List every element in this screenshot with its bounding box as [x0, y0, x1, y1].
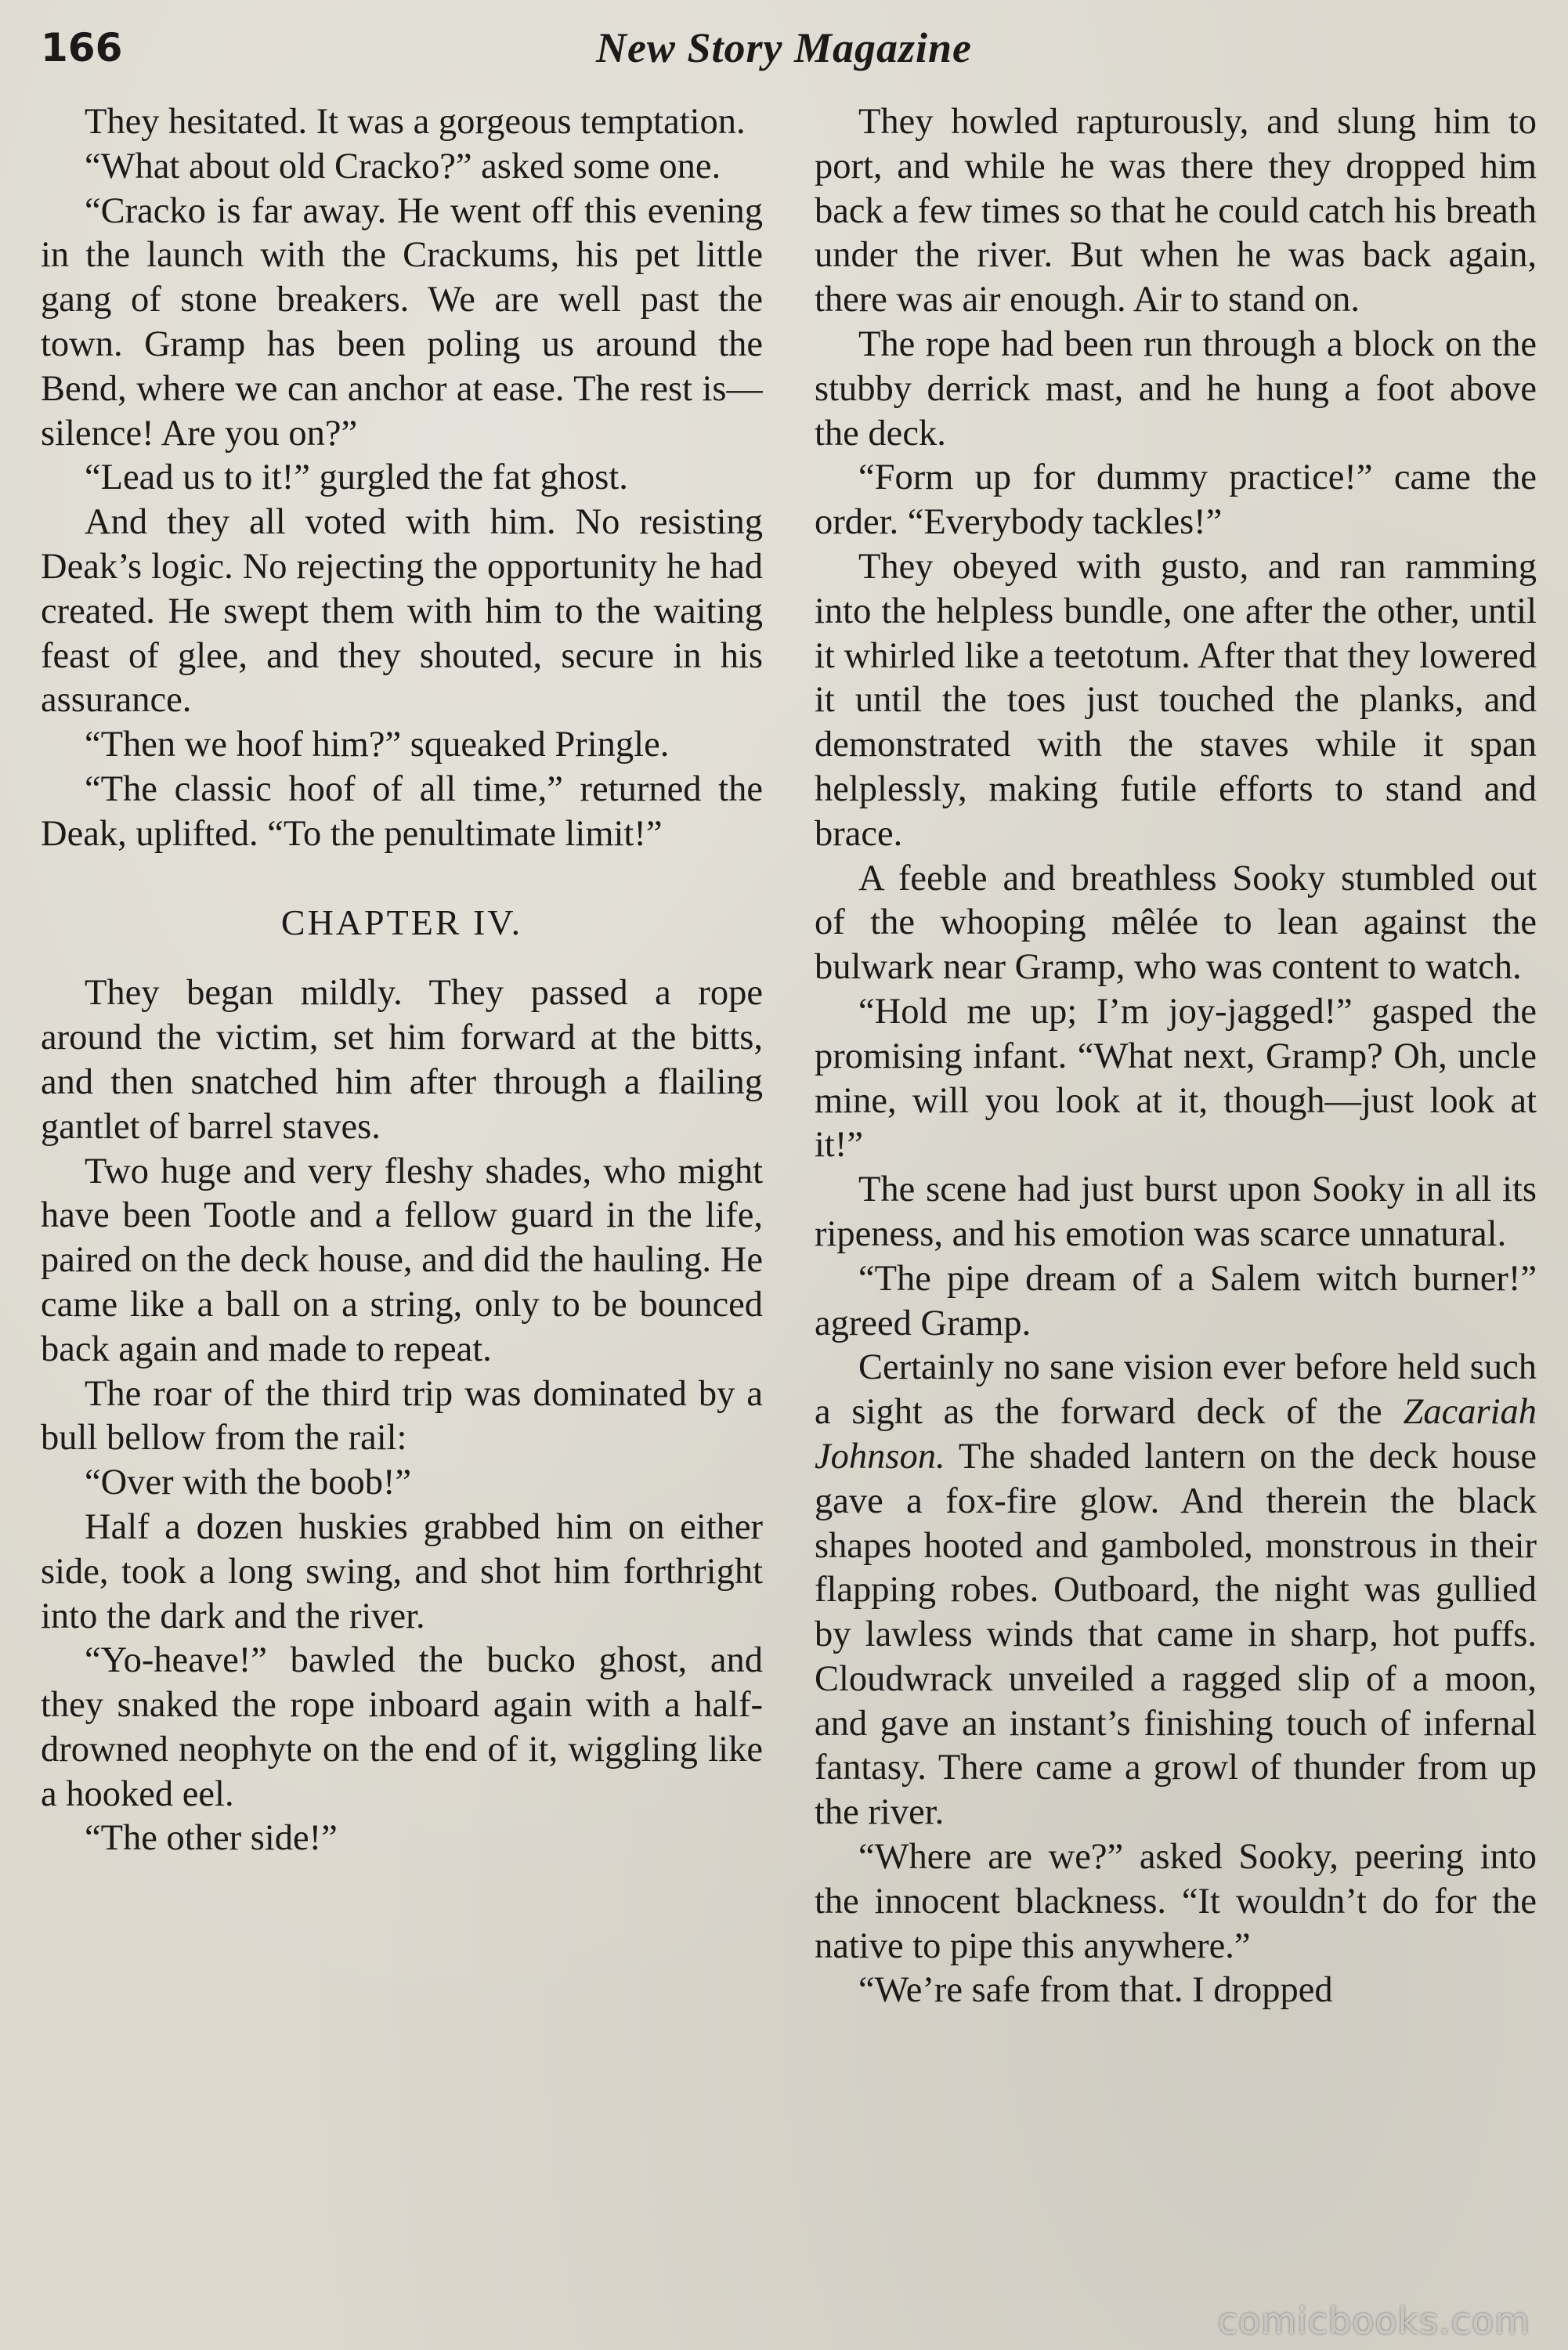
- paragraph: They obeyed with gusto, and ran ramming into the helpless bundle, one after the other, until it whirled like a teetotum. After that they lowered it until the toes just touched the planks, and demonstrated with the staves while it span helplessly, making futile efforts to stand and brace.: [815, 546, 1537, 854]
- page-number: 166: [41, 25, 123, 70]
- paragraph: “We’re safe from that. I dropped: [858, 1970, 1333, 2011]
- paragraph: “Cracko is far away. He went off this evening in the launch with the Crackums, his pet little gang of stone breakers. We are well past the town. Gramp has been poling us around the Bend, where we can anchor at ease. The rest is—silence! Are you on?”: [41, 190, 763, 454]
- paragraph-text: The shaded lantern on the deck house gave a fox-fire glow. And therein the black shapes hooted and gamboled, monstrous in their flapping robes. Outboard, the night was gullied by lawless winds that came in sharp, hot puffs. Cloudwrack unveiled a ragged slip of a moon, and gave an instant’s finishing touch of infernal fantasy. There came a growl of thunder from up the river.: [815, 1436, 1537, 1833]
- paragraph: And they all voted with him. No resisting Deak’s logic. No rejecting the opportunity he had created. He swept them with him to the waiting feast of glee, and they shouted, secure in his assurance.: [41, 502, 763, 721]
- paragraph: A feeble and breathless Sooky stumbled out of the whooping mêlée to lean against the bulwark near Gramp, who was content to watch.: [815, 858, 1537, 988]
- ship-name: Zacariah Johnson.: [815, 1392, 1537, 1477]
- paragraph: They began mildly. They passed a rope around the victim, set him forward at the bitts, and then snatched him after through a flailing gantlet of barrel staves.: [41, 973, 763, 1147]
- paragraph: “The pipe dream of a Salem witch burner!” agreed Gramp.: [815, 1258, 1537, 1343]
- right-column: [815, 100, 1537, 2317]
- paragraph-text: Certainly no sane vision ever before held such a sight as the forward deck of the: [815, 1347, 1537, 1433]
- chapter-heading: CHAPTER IV.: [280, 902, 523, 942]
- watermark: comicbooks.com: [1217, 2300, 1530, 2342]
- paragraph: They hesitated. It was a gorgeous temptation.: [85, 102, 746, 142]
- running-title: New Story Magazine: [595, 24, 973, 71]
- paragraph: The scene had just burst upon Sooky in all its ripeness, and his emotion was scarce unnatural.: [815, 1170, 1537, 1254]
- page-header: [41, 20, 1527, 75]
- paragraph: “Form up for dummy practice!” came the order. “Everybody tackles!”: [815, 457, 1537, 543]
- paragraph-with-ship-name: [815, 1346, 1537, 1835]
- paragraph: The rope had been run through a block on the stubby derrick mast, and he hung a foot above the deck.: [815, 324, 1537, 454]
- paragraph: “The classic hoof of all time,” returned the Deak, uplifted. “To the penultimate limit!”: [41, 768, 763, 854]
- paragraph: “Lead us to it!” gurgled the fat ghost.: [85, 457, 628, 498]
- paragraph: “Then we hoof him?” squeaked Pringle.: [85, 725, 670, 765]
- paragraph: “What about old Cracko?” asked some one.: [85, 146, 721, 186]
- paragraph: “The other side!”: [85, 1818, 338, 1859]
- paragraph: “Yo-heave!” bawled the bucko ghost, and they snaked the rope inboard again with a half-drowned neophyte on the end of it, wiggling like a hooked eel.: [41, 1640, 763, 1814]
- paragraph: Half a dozen huskies grabbed him on either side, took a long swing, and shot him forthright into the dark and the river.: [41, 1506, 763, 1636]
- paragraph: Two huge and very fleshy shades, who might have been Tootle and a fellow guard in the life, paired on the deck house, and did the hauling. He came like a ball on a string, only to be bounced back again and made to repeat.: [41, 1151, 763, 1369]
- paragraph: “Hold me up; I’m joy-jagged!” gasped the promising infant. “What next, Gramp? Oh, uncle mine, will you look at it, though—just look at it!”: [815, 991, 1537, 1166]
- left-column: [41, 100, 763, 2317]
- paragraph: “Where are we?” asked Sooky, peering into the innocent blackness. “It wouldn’t do for the native to pipe this anywhere.”: [815, 1837, 1537, 1966]
- paragraph: “Over with the boob!”: [85, 1462, 412, 1503]
- paragraph: The roar of the third trip was dominated by a bull bellow from the rail:: [41, 1373, 763, 1459]
- paragraph: They howled rapturously, and slung him to port, and while he was there they dropped him back a few times so that he could catch his breath under the river. But when he was back again, there was air enough. Air to stand on.: [815, 102, 1537, 320]
